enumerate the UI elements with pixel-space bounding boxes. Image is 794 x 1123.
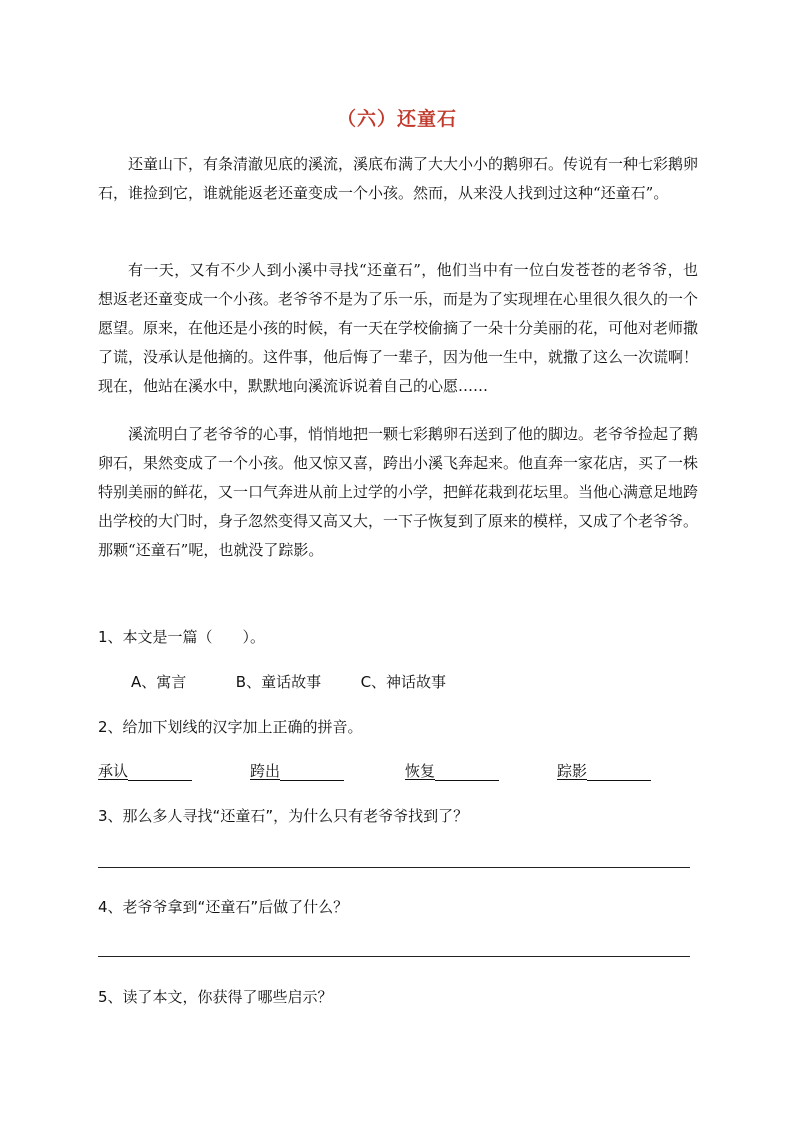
pinyin-item: [250, 760, 405, 781]
pinyin-answer-blank[interactable]: [587, 764, 651, 781]
underlined-word: 恢复: [405, 762, 436, 780]
pinyin-answer-blank[interactable]: [280, 764, 344, 781]
question-1: 1、本文是一篇（ ）。: [98, 628, 266, 646]
question-3: 3、那么多人寻找“还童石”，为什么只有老爷爷找到了？: [98, 807, 469, 825]
question-5: 5、读了本文，你获得了哪些启示？: [98, 988, 333, 1006]
question-2: 2、给加下划线的汉字加上正确的拼音。: [98, 718, 363, 736]
pinyin-blanks: [98, 760, 651, 781]
underlined-word: 跨出: [250, 762, 281, 780]
pinyin-item: [405, 760, 557, 781]
underlined-word: 踪影: [557, 762, 588, 780]
option-a[interactable]: A、寓言: [131, 673, 187, 691]
pinyin-item: [98, 760, 250, 781]
option-c[interactable]: C、神话故事: [360, 673, 447, 691]
story-paragraph-2: 有一天，又有不少人到小溪中寻找“还童石”，他们当中有一位白发苍苍的老爷爷，也想返老还童变成一个小孩。老爷爷不是为了乐一乐，而是为了实现埋在心里很久很久的一个愿望。原来，在他还是小孩的时候，有一天在学校偷摘了一朵十分美丽的花，可他对老师撒了谎，没承认是他摘的。这件事，他后悔了一辈子，因为他一生中，就撒了这么一次谎啊！现在，他站在溪水中，默默地向溪流诉说着自己的心愿……: [98, 261, 699, 395]
question-1-options: [131, 671, 446, 692]
underlined-word: 承认: [98, 762, 129, 780]
answer-line-3[interactable]: [98, 867, 690, 868]
pinyin-answer-blank[interactable]: [128, 764, 192, 781]
option-b[interactable]: B、童话故事: [235, 673, 322, 691]
page-title: （六）还童石: [336, 108, 457, 130]
story-paragraph-1: 还童山下，有条清澈见底的溪流，溪底布满了大大小小的鹅卵石。传说有一种七彩鹅卵石，谁捡到它，谁就能返老还童变成一个小孩。然而，从来没人找到过这种“还童石”。: [98, 155, 699, 202]
story-paragraph-3: 溪流明白了老爷爷的心事，悄悄地把一颗七彩鹅卵石送到了他的脚边。老爷爷捡起了鹅卵石，果然变成了一个小孩。他又惊又喜，跨出小溪飞奔起来。他直奔一家花店，买了一株特别美丽的鲜花，又一口气奔进从前上过学的小学，把鲜花栽到花坛里。当他心满意足地跨出学校的大门时，身子忽然变得又高又大，一下子恢复到了原来的模样，又成了个老爷爷。那颗“还童石”呢，也就没了踪影。: [98, 425, 699, 559]
question-4: 4、老爷爷拿到“还童石”后做了什么？: [98, 898, 349, 916]
answer-line-4[interactable]: [98, 956, 690, 957]
pinyin-item: [557, 760, 651, 781]
pinyin-answer-blank[interactable]: [435, 764, 499, 781]
